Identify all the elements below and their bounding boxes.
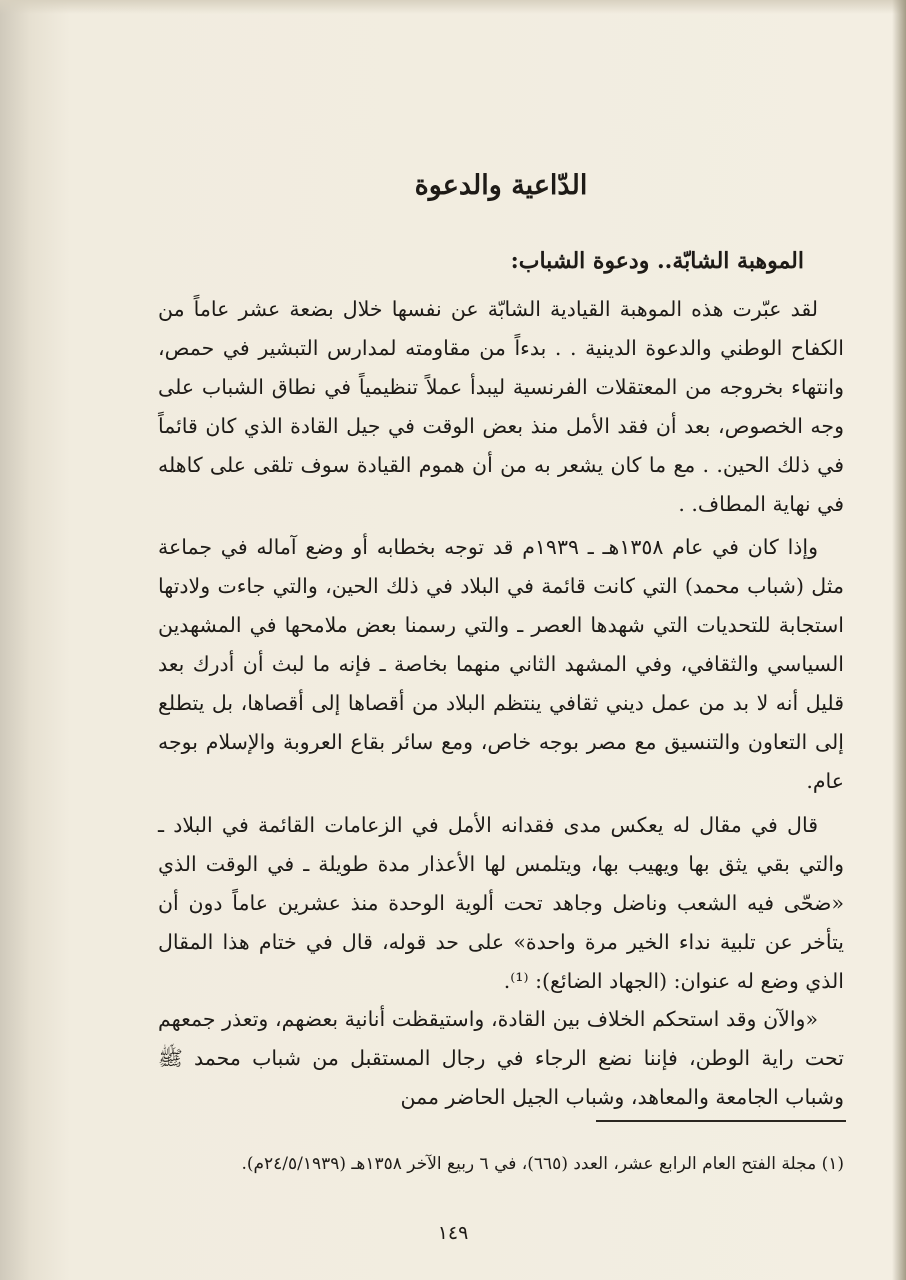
paragraph-2: وإذا كان في عام ١٣٥٨هـ ـ ١٩٣٩م قد توجه بخطابه أو وضع آماله في جماعة مثل (شباب محمد) التي كانت قائمة في البلاد في ذلك الحين، والتي جاءت ولادتها استجابة للتحديات التي شهدها العصر ـ والتي رسمنا بعض ملامحها في المشهدين السياسي والثقافي، وفي المشهد الثاني منهما بخاصة ـ فإنه ما لبث أن أدرك بعد قليل أنه لا بد من عمل ديني ثقافي ينتظم البلاد من أقصاها إلى أقصاها، بل يتطلع إلى التعاون والتنسيق مع مصر بوجه خاص، ومع سائر بقاع العروبة والإسلام بوجه عام.	[158, 535, 844, 793]
section-heading: الموهبة الشابّة.. ودعوة الشباب:	[510, 248, 804, 274]
page-number: ١٤٩	[437, 1222, 469, 1244]
chapter-title: الدّاعية والدعوة	[414, 170, 588, 201]
footnote-divider	[596, 1120, 846, 1122]
page-right-shadow	[892, 0, 906, 1280]
paragraph-1: لقد عبّرت هذه الموهبة القيادية الشابّة عن نفسها خلال بضعة عشر عاماً من الكفاح الوطني والدعوة الدينية . . بدءاً من مقاومته لمدارس التبشير في حمص، وانتهاء بخروجه من المعتقلات الفرنسية ليبدأ عملاً تنظيمياً في نطاق الشباب على وجه الخصوص، بعد أن فقد الأمل منذ بعض الوقت في جيل القادة الذي كان قائماً في ذلك الحين. . مع ما كان يشعر به من أن هموم القيادة سوف تلقى على كاهله في نهاية المطاف. .	[158, 297, 844, 516]
paragraph-4: «والآن وقد استحكم الخلاف بين القادة، واستيقظت أنانية بعضهم، وتعذر جمعهم تحت راية الوطن، فإننا نضع الرجاء في رجال المستقبل من شباب محمد ﷺ وشباب الجامعة والمعاهد، وشباب الجيل الحاضر ممن	[158, 1007, 844, 1109]
paragraph-3: قال في مقال له يعكس مدى فقدانه الأمل في الزعامات القائمة في البلاد ـ والتي بقي يثق بها ويهيب بها، ويتلمس لها الأعذار مدة طويلة ـ في الوقت الذي «ضحّى فيه الشعب وناضل وجاهد تحت ألوية الوحدة منذ عشرين عاماً دون أن يتأخر عن تلبية نداء الخير مرة واحدة» على حد قوله، قال في ختام هذا المقال الذي وضع له عنوان: (الجهاد الضائع): ⁽¹⁾.	[158, 813, 844, 993]
page-top-shadow	[0, 0, 906, 14]
footnote: (١) مجلة الفتح العام الرابع عشر، العدد (٦٦٥)، في ٦ ربيع الآخر ١٣٥٨هـ (٢٤/٥/١٩٣٩م).	[241, 1154, 844, 1174]
